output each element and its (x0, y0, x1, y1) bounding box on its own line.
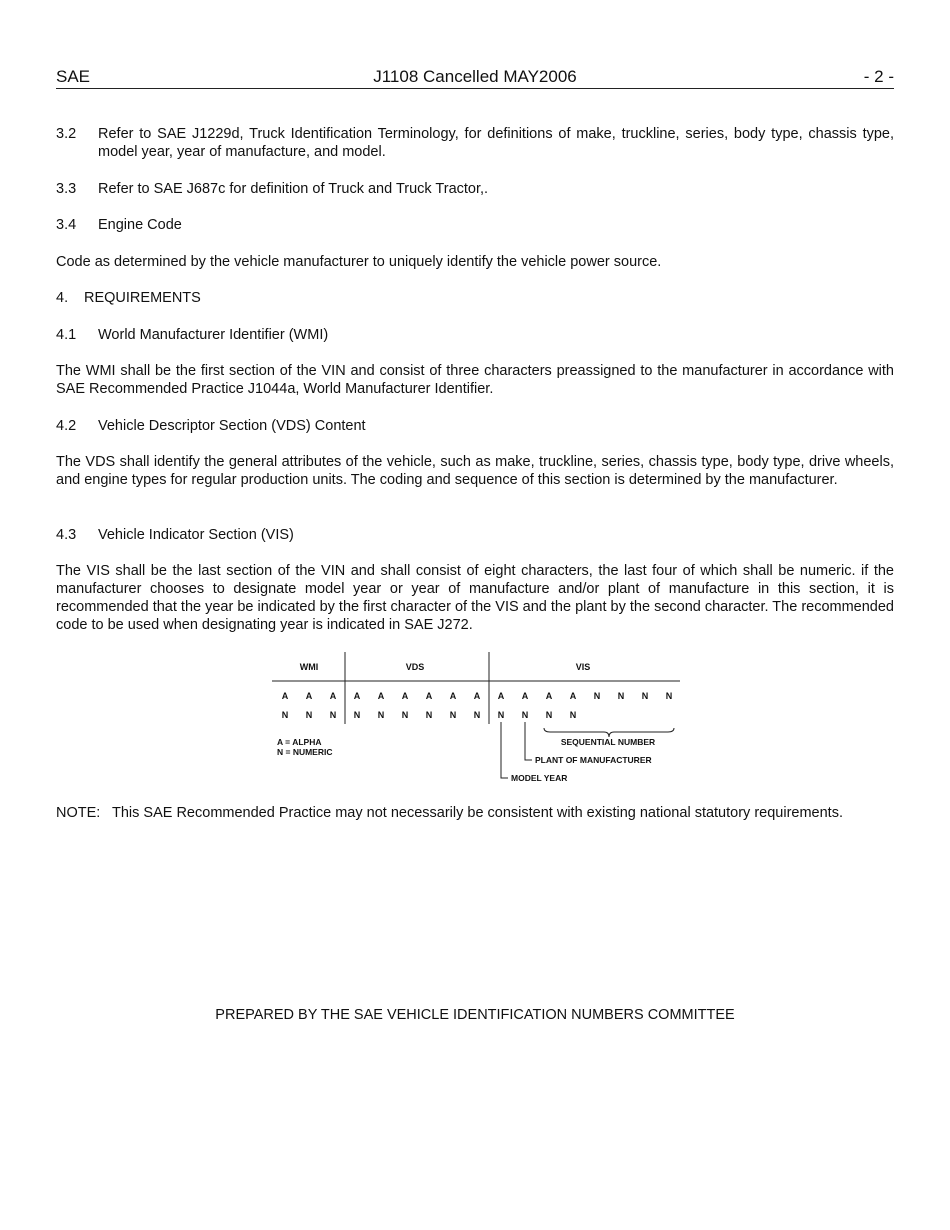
label-plant-of-manufacturer: PLANT OF MANUFACTURER (535, 755, 652, 765)
note-label: NOTE: (56, 805, 101, 821)
vin-char-alpha-6: A (401, 691, 409, 701)
vin-char-alpha-17: N (665, 691, 673, 701)
section-number-3-4: 3.4 (56, 217, 77, 233)
vin-char-numeric-10: N (497, 710, 505, 720)
sequential-bracket (544, 728, 674, 737)
vin-char-alpha-8: A (449, 691, 457, 701)
vin-char-numeric-3: N (329, 710, 337, 720)
vin-char-alpha-7: A (425, 691, 433, 701)
vin-char-numeric-2: N (305, 710, 313, 720)
vin-char-alpha-3: A (329, 691, 337, 701)
diagram-header-vis: VIS (575, 662, 591, 672)
committee-footer: PREPARED BY THE SAE VEHICLE IDENTIFICATION NUMBERS COMMITTEE (215, 1007, 735, 1023)
vin-char-numeric-11: N (521, 710, 529, 720)
section-number-3-2: 3.2 (56, 126, 77, 142)
section-heading-4-3: Vehicle Indicator Section (VIS) (98, 527, 294, 543)
vin-char-alpha-9: A (473, 691, 481, 701)
vin-char-alpha-12: A (545, 691, 553, 701)
vin-char-alpha-2: A (305, 691, 313, 701)
plant-leader-line (525, 722, 532, 760)
label-sequential-number: SEQUENTIAL NUMBER (560, 737, 656, 747)
label-model-year: MODEL YEAR (511, 773, 568, 783)
vin-char-alpha-11: A (521, 691, 529, 701)
vin-char-numeric-4: N (353, 710, 361, 720)
vin-char-numeric-12: N (545, 710, 553, 720)
vin-char-alpha-15: N (617, 691, 625, 701)
vin-char-numeric-6: N (401, 710, 409, 720)
vin-char-numeric-7: N (425, 710, 433, 720)
model-year-leader-line (501, 722, 508, 778)
section-number-3-3: 3.3 (56, 181, 77, 197)
vin-char-alpha-16: N (641, 691, 649, 701)
section-text-3-2: Refer to SAE J1229d, Truck Identification Terminology, for definitions of make, truckline, series, body type, chassis type, model year, year of manufacture, and model. (98, 126, 894, 160)
paragraph-vis: The VIS shall be the last section of the VIN and shall consist of eight characters, the last four of which shall be numeric. if the manufacturer chooses to designate model year or year of manufacture and/or plant of manufacture in this section, it is recommended that the year be indicated by the first character of the VIS and the plant by the second character. The recommended code to be used when designating year is indicated in SAE J272. (56, 563, 894, 633)
legend-numeric: N = NUMERIC (277, 747, 333, 757)
vin-char-alpha-1: A (281, 691, 289, 701)
header-page-number: - 2 - (863, 67, 894, 86)
vin-char-numeric-13: N (569, 710, 577, 720)
vin-char-numeric-5: N (377, 710, 385, 720)
vin-char-alpha-14: N (593, 691, 601, 701)
section-text-3-3: Refer to SAE J687c for definition of Truck and Truck Tractor,. (98, 181, 489, 197)
vin-char-numeric-1: N (281, 710, 289, 720)
paragraph-engine-code: Code as determined by the vehicle manufacturer to uniquely identify the vehicle power source. (56, 254, 662, 270)
section-number-4: 4. (56, 290, 69, 306)
paragraph-vds: The VDS shall identify the general attributes of the vehicle, such as make, truckline, series, chassis type, body type, drive wheels, and engine types for regular production units. The coding and sequence of this section is determined by the manufacturer. (56, 454, 894, 488)
diagram-row-numeric (282, 710, 577, 720)
header-doc-id: J1108 Cancelled MAY2006 (373, 67, 577, 86)
diagram-header-wmi: WMI (299, 662, 319, 672)
diagram-row-alpha (282, 691, 673, 701)
legend-alpha: A = ALPHA (277, 737, 322, 747)
section-heading-4-1: World Manufacturer Identifier (WMI) (98, 327, 329, 343)
vin-char-alpha-10: A (497, 691, 505, 701)
vin-char-alpha-13: A (569, 691, 577, 701)
note-text: This SAE Recommended Practice may not necessarily be consistent with existing national statutory requirements. (112, 805, 843, 821)
vin-char-alpha-5: A (377, 691, 385, 701)
section-heading-4: REQUIREMENTS (84, 290, 201, 306)
diagram-header-vds: VDS (405, 662, 425, 672)
section-heading-4-2: Vehicle Descriptor Section (VDS) Content (98, 418, 366, 434)
vin-char-numeric-9: N (473, 710, 481, 720)
vin-char-numeric-8: N (449, 710, 457, 720)
section-number-4-3: 4.3 (56, 527, 77, 543)
header-org: SAE (56, 67, 91, 86)
paragraph-wmi: The WMI shall be the first section of the VIN and consist of three characters preassigned to the manufacturer in accordance with SAE Recommended Practice J1044a, World Manufacturer Identifier. (56, 363, 894, 397)
section-number-4-1: 4.1 (56, 327, 77, 343)
vin-char-alpha-4: A (353, 691, 361, 701)
section-number-4-2: 4.2 (56, 418, 77, 434)
section-heading-3-4: Engine Code (98, 217, 182, 233)
